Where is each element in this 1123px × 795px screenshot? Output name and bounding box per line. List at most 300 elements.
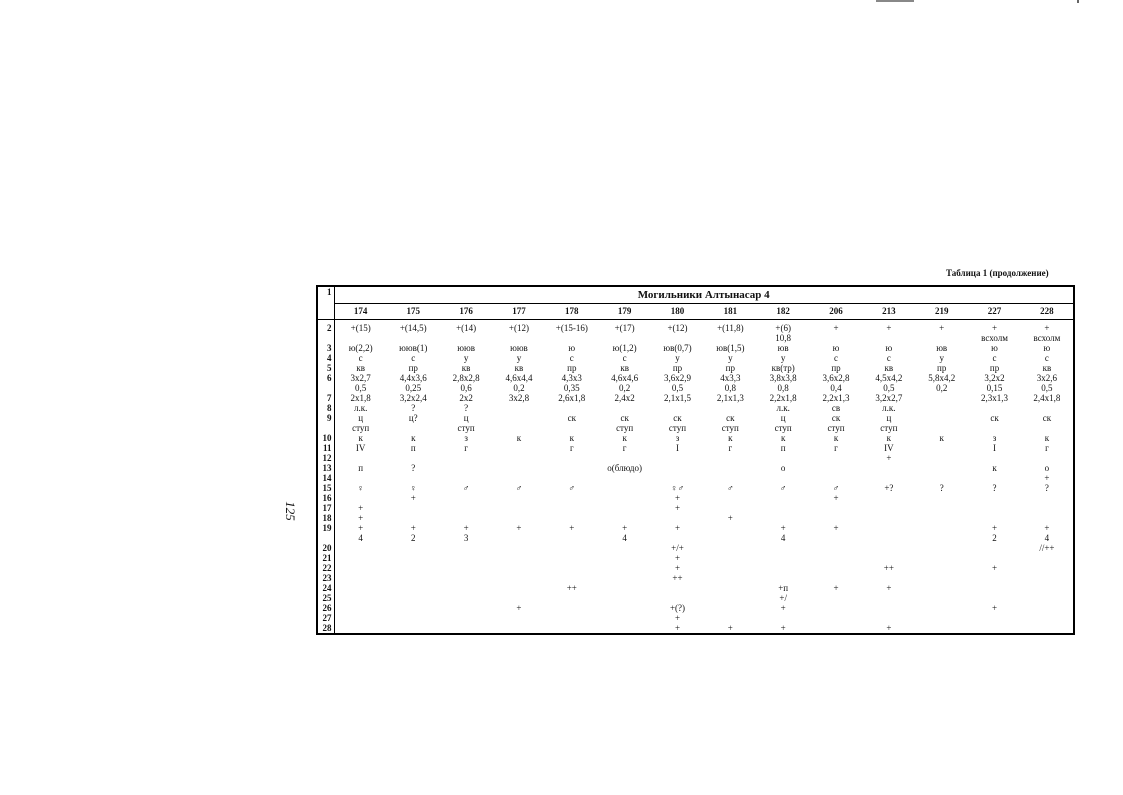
table-cell: [810, 463, 863, 473]
table-cell: [810, 513, 863, 523]
table-cell: [862, 553, 915, 563]
table-cell: + 4: [622, 523, 628, 543]
table-cell: I: [675, 443, 679, 453]
table-cell: [915, 603, 968, 613]
table-cell: [387, 503, 440, 513]
table-cell: [440, 563, 493, 573]
table-cell: ц ступ: [352, 413, 370, 433]
table-cell: [704, 523, 757, 543]
table-cell: [704, 603, 757, 613]
top-edge-tick: [1077, 0, 1079, 3]
table-cell: +: [992, 603, 998, 613]
table-cell: +/: [779, 593, 787, 603]
table-cell: [915, 553, 968, 563]
table-cell: к: [411, 433, 416, 443]
table-cell: +(15-16): [555, 323, 588, 333]
row-number: 26: [317, 603, 334, 613]
table-cell: с: [886, 353, 891, 363]
table-cell: [704, 613, 757, 623]
table-cell: [493, 613, 546, 623]
table-cell: ♀: [357, 483, 365, 493]
table-cell: к: [992, 463, 997, 473]
table-cell: + 3: [463, 523, 469, 543]
table-cell: +/+: [671, 543, 684, 553]
table-cell: ююв: [510, 343, 528, 353]
table-row: [317, 503, 1074, 513]
table-cell: [757, 503, 810, 513]
table-cell: + 4: [780, 523, 786, 543]
row-number: 5: [317, 363, 334, 373]
table-cell: [704, 473, 757, 483]
table-cell: ц ступ: [880, 413, 898, 433]
table-cell: к: [833, 433, 839, 443]
table-cell: [387, 613, 440, 623]
table-row: [317, 563, 1074, 573]
table-cell: [545, 553, 598, 563]
table-cell: [387, 563, 440, 573]
table-cell: юв: [777, 343, 789, 353]
table-cell: [704, 403, 757, 413]
table-cell: св: [831, 403, 841, 413]
table-cell: [968, 493, 1021, 503]
table-cell: кв: [514, 363, 524, 373]
table-cell: к: [569, 433, 574, 443]
table-cell: кв: [884, 363, 894, 373]
table-cell: 4х3,3 0,8: [720, 373, 741, 393]
table-cell: 4,4х3,6 0,25: [399, 373, 427, 393]
table-cell: +: [674, 553, 681, 563]
row-number: 17: [317, 503, 334, 513]
table-cell: юв: [936, 343, 948, 353]
table-cell: [1021, 573, 1074, 583]
table-cell: [334, 623, 387, 634]
table-row: [317, 363, 1074, 373]
table-cell: [598, 543, 651, 553]
table-cell: [493, 573, 546, 583]
table-cell: ♂: [568, 483, 576, 493]
table-cell: [862, 493, 915, 503]
table-cell: + всхолм: [981, 323, 1008, 343]
table-cell: [598, 483, 651, 493]
table-cell: [440, 513, 493, 523]
table-cell: [704, 553, 757, 563]
table-cell: ю: [1021, 343, 1074, 353]
table-cell: [598, 403, 651, 413]
table-cell: 3,2х2,7: [875, 393, 903, 403]
table-cell: [810, 473, 863, 483]
table-cell: [1021, 583, 1074, 593]
table-cell: +: [516, 523, 522, 533]
table-cell: [915, 513, 968, 523]
table-cell: +: [833, 523, 839, 533]
table-cell: +: [358, 503, 364, 513]
row-number: 4: [317, 353, 334, 363]
table-cell: [704, 493, 757, 503]
table-cell: [704, 453, 757, 463]
table-cell: 2,4х1,8: [1021, 393, 1074, 403]
table-cell: +: [651, 623, 704, 634]
table-cell: [862, 543, 915, 553]
table-cell: о: [780, 463, 786, 473]
table-cell: юв(1,5): [716, 343, 745, 353]
table-row: [317, 603, 1074, 613]
table-cell: +: [674, 523, 681, 533]
data-table: [316, 285, 1075, 635]
table-cell: 3,2х2,4: [399, 393, 427, 403]
table-cell: [810, 563, 863, 573]
table-cell: о: [1021, 463, 1074, 473]
table-cell: [1021, 513, 1074, 523]
row-number: 2: [317, 320, 334, 344]
table-cell: [915, 563, 968, 573]
table-cell: + 4: [1021, 523, 1074, 543]
table-cell: +(12): [508, 323, 529, 333]
table-cell: 4,3х3 0,35: [561, 373, 582, 393]
table-cell: +(11,8): [717, 323, 744, 333]
row-number: 3: [317, 343, 334, 353]
table-cell: [704, 463, 757, 473]
table-cell: [493, 513, 546, 523]
table-cell: +: [992, 563, 998, 573]
row-number: 6: [317, 373, 334, 393]
table-cell: [968, 573, 1021, 583]
table-cell: [598, 573, 651, 583]
table-cell: [757, 543, 810, 553]
column-header: 175: [387, 304, 440, 320]
table-cell: [545, 453, 598, 463]
table-cell: ♀: [409, 483, 417, 493]
table-cell: +: [780, 603, 786, 613]
table-cell: IV: [884, 443, 894, 453]
table-cell: [810, 593, 863, 603]
table-cell: [598, 473, 651, 483]
table-cell: [440, 473, 493, 483]
table-cell: [545, 573, 598, 583]
table-cell: [545, 603, 598, 613]
table-cell: [334, 593, 387, 603]
table-cell: ?: [1021, 483, 1074, 493]
table-cell: [810, 503, 863, 513]
table-cell: [334, 453, 387, 463]
table-cell: [1021, 603, 1074, 613]
table-cell: [862, 613, 915, 623]
table-cell: ?: [464, 403, 469, 413]
table-cell: [440, 553, 493, 563]
table-cell: ?: [939, 483, 944, 493]
table-cell: с: [411, 353, 416, 363]
table-cell: [915, 413, 968, 433]
column-header: 177: [493, 304, 546, 320]
table-row: [317, 543, 1074, 553]
table-cell: + всхолм: [1021, 320, 1074, 344]
table-cell: ++: [566, 583, 577, 593]
table-cell: 2,3х1,3: [981, 393, 1009, 403]
table-row: [317, 320, 1074, 344]
table-cell: [545, 493, 598, 503]
table-cell: 3х2,6 0,5: [1021, 373, 1074, 393]
table-cell: 3,2х2 0,15: [984, 373, 1005, 393]
table-cell: [387, 453, 440, 463]
table-cell: [1021, 453, 1074, 463]
table-cell: [545, 563, 598, 573]
table-cell: [387, 573, 440, 583]
table-cell: [1021, 403, 1074, 413]
table-cell: + 2: [410, 523, 416, 543]
column-header: 219: [915, 304, 968, 320]
table-cell: [545, 613, 598, 623]
table-cell: [810, 543, 863, 553]
table-cell: кв: [461, 363, 471, 373]
table-cell: юв(0,7): [663, 343, 692, 353]
table-cell: [810, 613, 863, 623]
table-row: [317, 553, 1074, 563]
table-row: [317, 573, 1074, 583]
table-cell: [493, 463, 546, 473]
row-number: 25: [317, 593, 334, 603]
table-cell: с: [622, 353, 627, 363]
table-cell: з: [464, 433, 468, 443]
table-row: [317, 473, 1074, 483]
table-cell: п: [410, 443, 416, 453]
table-row: [317, 403, 1074, 413]
table-cell: [598, 563, 651, 573]
table-cell: к: [728, 433, 733, 443]
table-row: [317, 343, 1074, 353]
table-cell: г: [834, 443, 838, 453]
table-cell: [810, 603, 863, 613]
row-number: 28: [317, 623, 334, 634]
table-cell: [862, 523, 915, 543]
table-cell: [545, 543, 598, 553]
table-cell: [387, 473, 440, 483]
table-cell: ♂: [832, 483, 840, 493]
table-cell: [968, 613, 1021, 623]
row-number: 22: [317, 563, 334, 573]
table-cell: с: [1021, 353, 1074, 363]
table-cell: у: [728, 353, 733, 363]
table-cell: [493, 503, 546, 513]
table-cell: [334, 543, 387, 553]
table-cell: к: [622, 433, 627, 443]
table-cell: [334, 613, 387, 623]
table-cell: [440, 603, 493, 613]
table-cell: г: [1021, 443, 1074, 453]
table-cell: +: [674, 613, 681, 623]
table-cell: ю(1,2): [612, 343, 637, 353]
table-cell: [1021, 613, 1074, 623]
column-header-row: [317, 304, 1074, 320]
table-cell: [915, 403, 968, 413]
table-cell: [915, 523, 968, 543]
table-cell: [810, 573, 863, 583]
column-header: 181: [704, 304, 757, 320]
table-cell: г: [622, 443, 627, 453]
table-cell: [440, 493, 493, 503]
table-cell: кв: [620, 363, 629, 373]
table-cell: [545, 513, 598, 523]
table-cell: [334, 603, 387, 613]
table-cell: с: [569, 353, 574, 363]
table-row: [317, 483, 1074, 493]
table-cell: г: [728, 443, 733, 453]
table-cell: +(?): [669, 603, 686, 613]
row-number: 9: [317, 413, 334, 433]
table-cell: з: [675, 433, 680, 443]
table-cell: [598, 453, 651, 463]
table-cell: 3х2,7 0,5: [350, 373, 371, 393]
table-cell: кв: [1021, 363, 1074, 373]
top-edge-mark: [876, 0, 914, 2]
row-number: 27: [317, 613, 334, 623]
table-cell: [387, 583, 440, 593]
table-cell: ц ступ: [457, 413, 475, 433]
table-cell: +: [674, 563, 681, 573]
table-cell: [862, 573, 915, 583]
table-cell: [915, 493, 968, 503]
table-cell: [968, 403, 1021, 413]
table-cell: +: [833, 583, 839, 593]
table-cell: ююв(1): [399, 343, 428, 353]
table-cell: [440, 453, 493, 463]
table-cell: [387, 603, 440, 613]
row-number: 20: [317, 543, 334, 553]
table-cell: пр: [567, 363, 577, 373]
table-cell: [493, 623, 546, 634]
table-cell: пр: [937, 363, 947, 373]
table-cell: о(блюдо): [607, 463, 642, 473]
table-cell: +: [516, 603, 522, 613]
table-cell: +: [886, 453, 892, 463]
table-cell: [493, 543, 546, 553]
table-cell: [757, 563, 810, 573]
row-number: 11: [317, 443, 334, 453]
table-cell: [334, 573, 387, 583]
table-cell: 2х1,8: [350, 393, 371, 403]
table-row: [317, 413, 1074, 433]
table-cell: [598, 553, 651, 563]
table-cell: [915, 473, 968, 483]
table-cell: +: [569, 523, 575, 533]
table-cell: [493, 593, 546, 603]
table-row: [317, 393, 1074, 403]
table-caption: Таблица 1 (продолжение): [946, 268, 1049, 278]
row-number-blank: [317, 304, 334, 320]
table-cell: [757, 493, 810, 503]
table-cell: [651, 593, 704, 603]
table-cell: [968, 543, 1021, 553]
page-number: 125: [282, 501, 298, 521]
table-cell: пр: [989, 363, 1000, 373]
table-cell: ?: [411, 403, 416, 413]
table-cell: 2,8х2,8 0,6: [452, 373, 480, 393]
table-cell: +: [674, 493, 681, 503]
table-cell: л.к.: [353, 403, 368, 413]
table-cell: [704, 503, 757, 513]
table-cell: [387, 543, 440, 553]
table-cell: [862, 503, 915, 513]
table-cell: к: [358, 433, 363, 443]
table-cell: [1021, 503, 1074, 513]
table-row: [317, 443, 1074, 453]
table-cell: 2,1х1,3: [716, 393, 744, 403]
table-cell: [387, 513, 440, 523]
table-cell: л.к.: [776, 403, 790, 413]
table-cell: +: [727, 513, 733, 523]
table-cell: [915, 463, 968, 473]
table-cell: [440, 463, 493, 473]
table-cell: к: [939, 433, 944, 443]
table-cell: +(14,5): [399, 323, 427, 333]
table-cell: [598, 503, 651, 513]
table-cell: +(6) 10,8: [775, 323, 792, 343]
table-cell: у: [780, 353, 786, 363]
table-cell: [545, 463, 598, 473]
table-cell: 2х2: [459, 393, 473, 403]
table-cell: [334, 553, 387, 563]
table-cell: ++: [883, 563, 894, 573]
table-cell: [757, 573, 810, 583]
row-number: 10: [317, 433, 334, 443]
table-cell: +: [1021, 473, 1074, 483]
row-number: 7: [317, 393, 334, 403]
table-cell: +: [674, 503, 681, 513]
table-row: [317, 463, 1074, 473]
table-cell: кв(тр): [771, 363, 795, 373]
table-cell: [651, 583, 704, 593]
table-cell: + 4: [358, 523, 364, 543]
column-header: 180: [651, 304, 704, 320]
table-cell: [1021, 623, 1074, 634]
table-cell: пр: [725, 363, 735, 373]
table-cell: з: [992, 433, 997, 443]
table-cell: [334, 563, 387, 573]
table-row: [317, 623, 1074, 634]
table-cell: +(12): [667, 323, 688, 333]
row-number: 23: [317, 573, 334, 583]
table-cell: [334, 473, 387, 483]
row-number: 14: [317, 473, 334, 483]
table-cell: [651, 403, 704, 413]
table-cell: [387, 553, 440, 563]
table-cell: [598, 493, 651, 503]
column-header: 176: [440, 304, 493, 320]
table-cell: [862, 603, 915, 613]
table-cell: [915, 443, 968, 453]
table-cell: +: [833, 323, 839, 333]
table-cell: [915, 623, 968, 634]
table-cell: г: [569, 443, 574, 453]
table-cell: у: [675, 353, 680, 363]
table-cell: [493, 553, 546, 563]
table-cell: [387, 593, 440, 603]
row-number: 24: [317, 583, 334, 593]
table-cell: 4,6х4,4 0,2: [505, 373, 533, 393]
table-cell: +: [358, 513, 364, 523]
table-row: [317, 453, 1074, 463]
table-cell: [651, 473, 704, 483]
table-cell: с: [992, 353, 997, 363]
table-cell: ц?: [408, 413, 418, 423]
table-cell: [440, 543, 493, 553]
table-cell: [810, 623, 863, 634]
site-title-row: [317, 286, 1074, 304]
table-cell: ю: [991, 343, 998, 353]
table-cell: к: [780, 433, 786, 443]
table-cell: ♂: [515, 483, 523, 493]
table-cell: [545, 403, 598, 413]
row-number: 8: [317, 403, 334, 413]
column-header: 182: [757, 304, 810, 320]
